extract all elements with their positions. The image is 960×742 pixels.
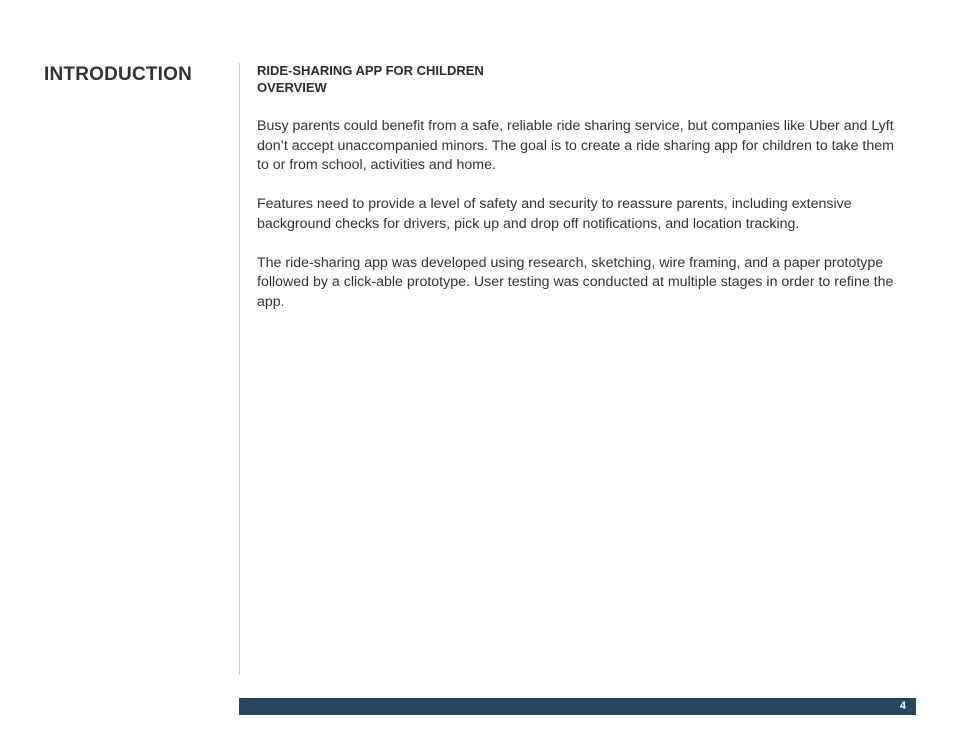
paragraph-process: The ride-sharing app was developed using research, sketching, wire framing, and a paper prototype followed by a click-able prototype. User testing was conducted at multiple stages in order to refine the app. bbox=[257, 254, 894, 310]
paragraph-goal: Busy parents could benefit from a safe, reliable ride sharing service, but companies like Uber and Lyft don’t accept unaccompanied minors. The goal is to create a ride sharing app for children to take them to or from school, activities and home. bbox=[257, 118, 894, 173]
content-column bbox=[257, 62, 897, 312]
document-subtitle: OVERVIEW bbox=[257, 80, 327, 95]
section-heading: INTRODUCTION bbox=[44, 64, 193, 85]
document-title: RIDE-SHARING APP FOR CHILDREN bbox=[257, 63, 484, 78]
footer-bar bbox=[239, 698, 916, 715]
vertical-divider bbox=[239, 63, 240, 675]
paragraph-features: Features need to provide a level of safety and security to reassure parents, including extensive background checks for drivers, pick up and drop off notifications, and location tracking. bbox=[257, 196, 852, 232]
page-number: 4 bbox=[899, 700, 906, 712]
